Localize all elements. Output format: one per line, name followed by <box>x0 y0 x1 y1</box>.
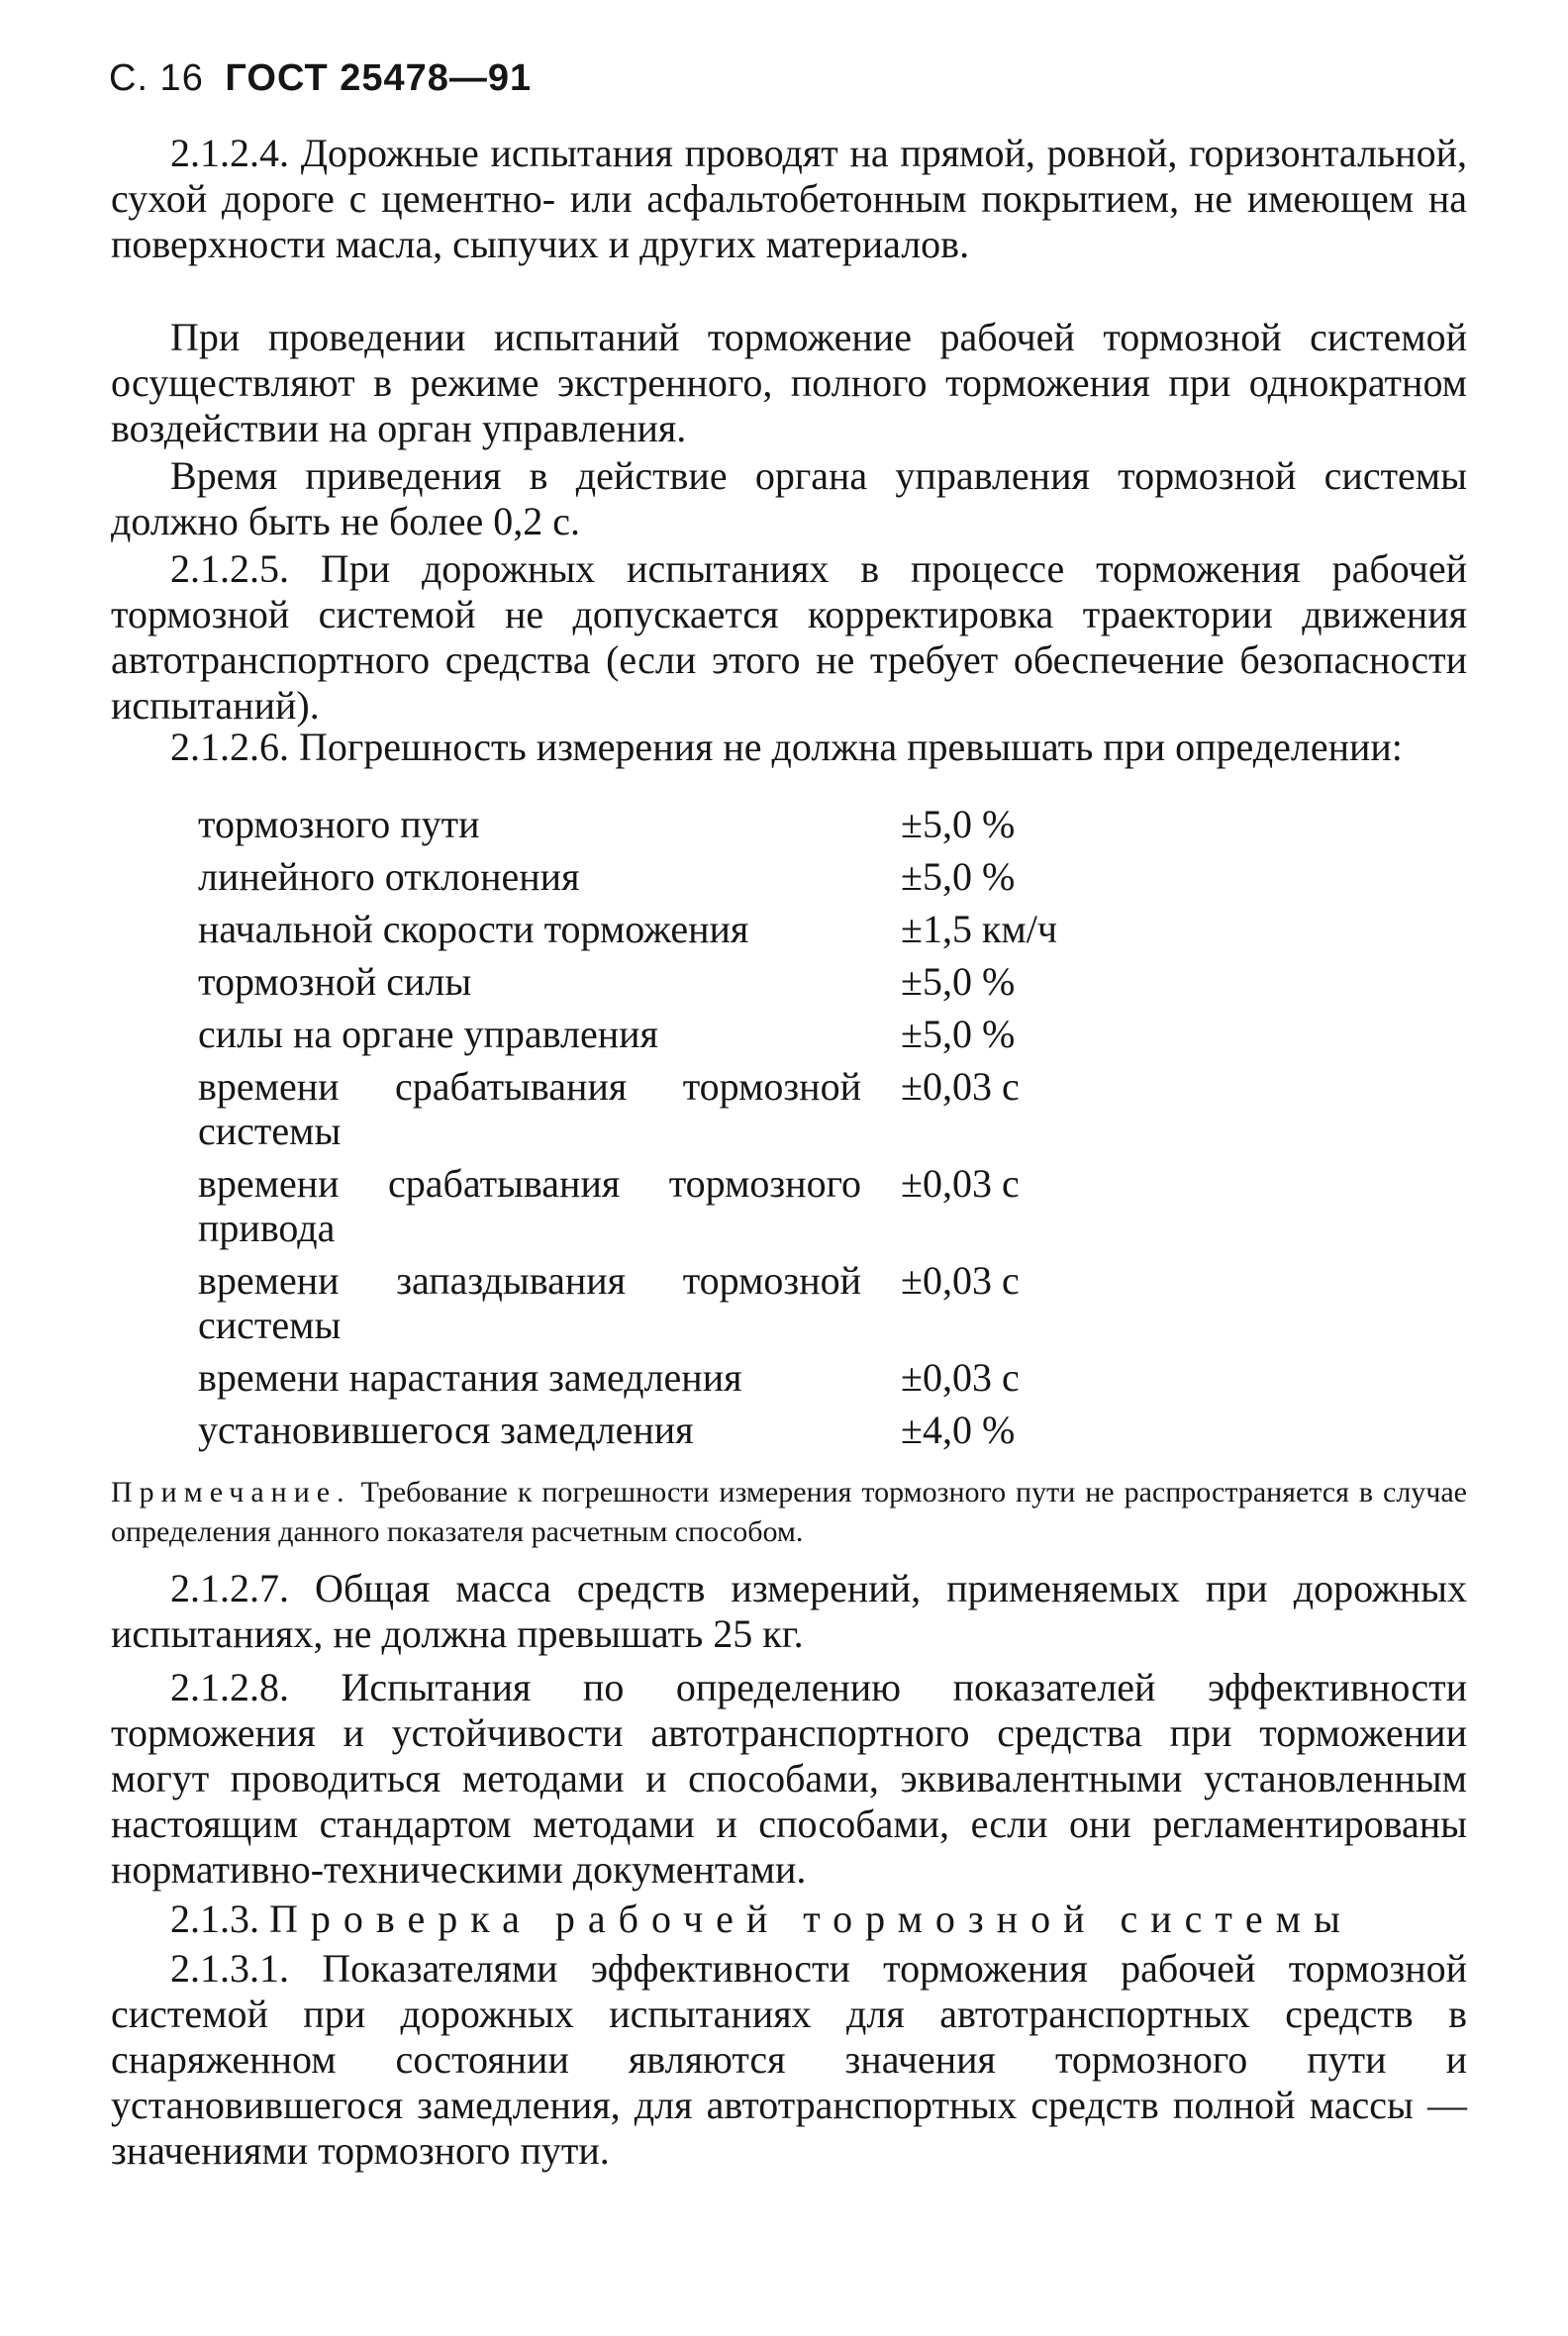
tolerance-row <box>198 1355 1128 1400</box>
tolerance-value: ±0,03 с <box>901 1355 1020 1400</box>
tolerance-row <box>198 854 1128 899</box>
paragraph-actuation-time: Время приведения в действие органа управления тормозной системы должно быть не более 0,2 с. <box>111 453 1467 543</box>
tolerance-value: ±0,03 с <box>901 1064 1020 1109</box>
paragraph-2-1-2-8: 2.1.2.8. Испытания по определению показателей эффективности торможения и устойчивости автотранспортного средства при торможении могут проводиться методами и способами, эквивалентными установленным настоящим стандартом методами и способами, если они регламентированы нормативно-техническими документами. <box>111 1665 1467 1892</box>
tolerance-row <box>198 1012 1128 1056</box>
page-header <box>109 57 532 100</box>
tolerance-row <box>198 1064 1128 1153</box>
tolerance-value: ±1,5 км/ч <box>901 907 1057 951</box>
tolerance-name: установившегося замедления <box>198 1408 694 1452</box>
tolerance-name: линейного отклонения <box>198 854 580 899</box>
page-number: С. 16 <box>109 57 204 99</box>
paragraph-2-1-2-7: 2.1.2.7. Общая масса средств измерений, применяемых при дорожных испытаниях, не должна превышать 25 кг. <box>111 1566 1467 1656</box>
standard-designation: ГОСТ 25478—91 <box>225 57 533 99</box>
tolerance-name: времени срабатывания тормозного привода <box>198 1161 861 1250</box>
tolerance-name: тормозного пути <box>198 802 480 846</box>
paragraph-2-1-3-1: 2.1.3.1. Показателями эффективности торможения рабочей тормозной системой при дорожных испытаниях для автотранспортных средств в снаряженном состоянии являются значения тормозного пути и установившегося замедления, для автотранспортных средств полной массы — значениями тормозного пути. <box>111 1946 1467 2173</box>
tolerance-value: ±5,0 % <box>901 854 1016 899</box>
tolerance-value: ±0,03 с <box>901 1161 1020 1206</box>
tolerance-row <box>198 959 1128 1004</box>
tolerance-name: времени запаздывания тормозной системы <box>198 1258 861 1347</box>
tolerance-row <box>198 1408 1128 1452</box>
paragraph-2-1-2-5: 2.1.2.5. При дорожных испытаниях в процессе торможения рабочей тормозной системой не допускается корректировка траектории движения автотранспортного средства (если этого не требует обеспечение безопасности испытаний). <box>111 546 1467 728</box>
tolerance-name: времени нарастания замедления <box>198 1355 742 1400</box>
note-text: Требование к погрешности измерения тормозного пути не распространяется в случае определения данного показателя расчетным способом. <box>111 1476 1468 1548</box>
tolerance-value: ±5,0 % <box>901 1012 1016 1056</box>
tolerance-value: ±5,0 % <box>901 802 1016 846</box>
tolerance-value: ±4,0 % <box>901 1408 1016 1452</box>
tolerance-value: ±0,03 с <box>901 1258 1020 1303</box>
tolerance-row <box>198 1258 1128 1347</box>
tolerance-name: силы на органе управления <box>198 1012 658 1056</box>
tolerance-row <box>198 907 1128 951</box>
section-heading-2-1-3 <box>111 1897 1467 1942</box>
tolerance-value: ±5,0 % <box>901 959 1016 1004</box>
paragraph-2-1-2-4: 2.1.2.4. Дорожные испытания проводят на прямой, ровной, горизонтальной, сухой дороге с цементно- или асфальтобетонным покрытием, не имеющем на поверхности масла, сыпучих и других материалов. <box>111 131 1467 266</box>
section-title: Проверка рабочей тормозной системы <box>269 1897 1353 1941</box>
note <box>111 1473 1467 1552</box>
paragraph-braking-mode: При проведении испытаний торможение рабочей тормозной системой осуществляют в режиме экстренного, полного торможения при однократном воздействии на орган управления. <box>111 315 1467 450</box>
tolerance-row <box>198 1161 1128 1250</box>
tolerance-name: времени срабатывания тормозной системы <box>198 1064 861 1153</box>
tolerance-table <box>198 802 1128 1460</box>
note-label: Примечание. <box>111 1476 351 1509</box>
tolerance-row <box>198 802 1128 846</box>
tolerance-name: начальной скорости торможения <box>198 907 749 951</box>
paragraph-2-1-2-6: 2.1.2.6. Погрешность измерения не должна превышать при определении: <box>170 725 1403 769</box>
tolerance-name: тормозной силы <box>198 959 472 1004</box>
section-number: 2.1.3. <box>170 1897 259 1941</box>
